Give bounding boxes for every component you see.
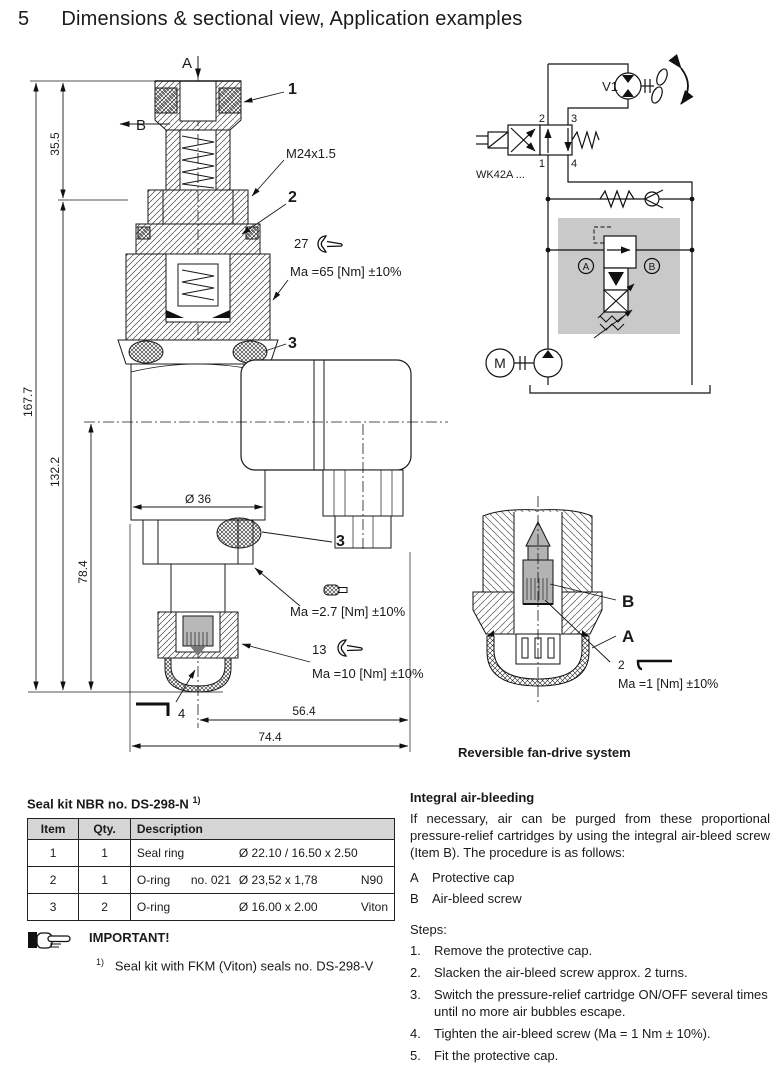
electric-motor-label: M	[494, 355, 506, 371]
section-item-2: 2	[618, 658, 625, 672]
dim-74: 74.4	[258, 730, 282, 744]
dim-56: 56.4	[292, 704, 316, 718]
important-note	[27, 928, 407, 973]
lower-tube	[171, 564, 225, 612]
step-4: 4. Tighten the air-bleed screw (Ma = 1 Nm ± 10%).	[410, 1026, 711, 1041]
table-row: 2 1 O-ring no. 021 Ø 23,52 x 1,78 N90	[28, 867, 395, 894]
section-number: 5	[18, 8, 30, 30]
dim-167: 167.7	[21, 386, 35, 418]
step-1: 1. Remove the protective cap.	[410, 943, 593, 958]
pointing-hand-icon	[27, 928, 73, 952]
hex-adapter	[148, 190, 248, 224]
section-caption: Reversible fan-drive system	[458, 745, 631, 760]
torque-body-label: Ma =65 [Nm] ±10%	[290, 264, 402, 279]
locknut	[136, 224, 260, 254]
torque-conn-label: Ma =2.7 [Nm] ±10%	[290, 604, 406, 619]
air-bleed-section-view	[450, 488, 776, 740]
directional-valve-symbol	[476, 125, 599, 155]
item-3-upper-label: 3	[288, 335, 297, 352]
seal-kit-block	[27, 795, 402, 921]
dim-dia36: Ø 36	[184, 492, 212, 506]
reversing-arrow	[681, 68, 688, 104]
legend-item-a: A Protective cap	[410, 870, 515, 885]
valve-model-label: WK42A ...	[476, 169, 525, 181]
section-label-a: A	[622, 627, 635, 646]
end-body	[158, 612, 238, 658]
port-a-label: A	[182, 55, 193, 72]
torque-nut-label: Ma =10 [Nm] ±10%	[312, 666, 424, 681]
seal-kit-table	[27, 818, 395, 921]
allen-key-icon	[638, 661, 672, 669]
air-bleeding-section	[410, 789, 770, 1067]
tank-symbol	[530, 385, 710, 393]
section-torque: Ma =1 [Nm] ±10%	[618, 677, 719, 691]
leader-a	[592, 636, 616, 648]
item-3-lower-label: 3	[336, 533, 345, 550]
step-2: 2. Slacken the air-bleed screw approx. 2 turns.	[410, 965, 688, 980]
dim-132: 132.2	[48, 456, 62, 488]
node-b-label: B	[648, 262, 656, 273]
thread-label: M24x1.5	[286, 146, 336, 161]
wrench-size-27: 27	[294, 236, 309, 251]
section-label-b: B	[622, 592, 635, 611]
node-a-label: A	[582, 262, 590, 273]
port-1: 1	[538, 158, 545, 170]
item-4-label: 4	[178, 706, 186, 721]
item-1-label: 1	[288, 81, 297, 98]
air-bleeding-heading: Integral air-bleeding	[410, 790, 535, 805]
col-qty: Qty.	[79, 819, 131, 840]
item-2-label: 2	[288, 189, 297, 206]
check-valve-branch	[548, 190, 692, 208]
table-row: 1 1 Seal ring Ø 22.10 / 16.50 x 2.50	[28, 840, 395, 867]
valve-spring	[572, 132, 599, 148]
legend-item-b: B Air-bleed screw	[410, 891, 522, 906]
allen-key-icon	[136, 704, 168, 716]
line-to-motor	[548, 64, 628, 73]
hydraulic-circuit-diagram	[450, 52, 776, 444]
steps-label: Steps:	[410, 922, 447, 937]
motor-v1-label: V1	[602, 79, 618, 94]
table-row: 3 2 O-ring Ø 16.00 x 2.00 Viton	[28, 894, 395, 921]
step-5: 5. Fit the protective cap.	[410, 1048, 559, 1063]
footnote-ref: 1)	[192, 795, 201, 805]
page-title	[18, 8, 522, 31]
port-b-label: B	[136, 117, 147, 134]
important-footnote: $^{1)}$ Seal kit with FKM (Viton) seals no. DS-298-V	[96, 957, 374, 974]
bleed-plug-icon	[324, 585, 347, 595]
valve-sectional-drawing	[18, 52, 463, 762]
section-title: Dimensions & sectional view, Application examples	[61, 8, 523, 30]
table-header-row	[28, 819, 395, 840]
adjustment-cap	[155, 81, 241, 130]
air-bleeding-paragraph: If necessary, air can be purged from these proportional pressure-relief cartridges by using the integral air-bleed screw (Item B). The procedure is as follows:	[410, 811, 770, 860]
dim-35: 35.5	[48, 132, 62, 156]
col-item: Item	[28, 819, 79, 840]
port-2: 2	[538, 113, 545, 125]
important-title: IMPORTANT!	[89, 930, 170, 945]
wrench-size-13: 13	[312, 642, 327, 657]
open-wrench-icon	[338, 640, 362, 656]
port-3: 3	[571, 113, 578, 125]
seal-kit-title: Seal kit NBR no. DS-298-N $^{1)}$	[27, 795, 201, 812]
open-wrench-icon	[318, 236, 342, 252]
solenoid-coil	[241, 360, 411, 470]
dim-78: 78.4	[76, 560, 90, 584]
cartridge-body	[126, 254, 270, 340]
col-description: Description	[130, 819, 394, 840]
lower-hex	[143, 518, 261, 564]
port-4: 4	[571, 158, 578, 170]
step-3: 3. Switch the pressure-relief cartridge ON/OFF several times until no more air bubbles escape.	[410, 987, 768, 1019]
